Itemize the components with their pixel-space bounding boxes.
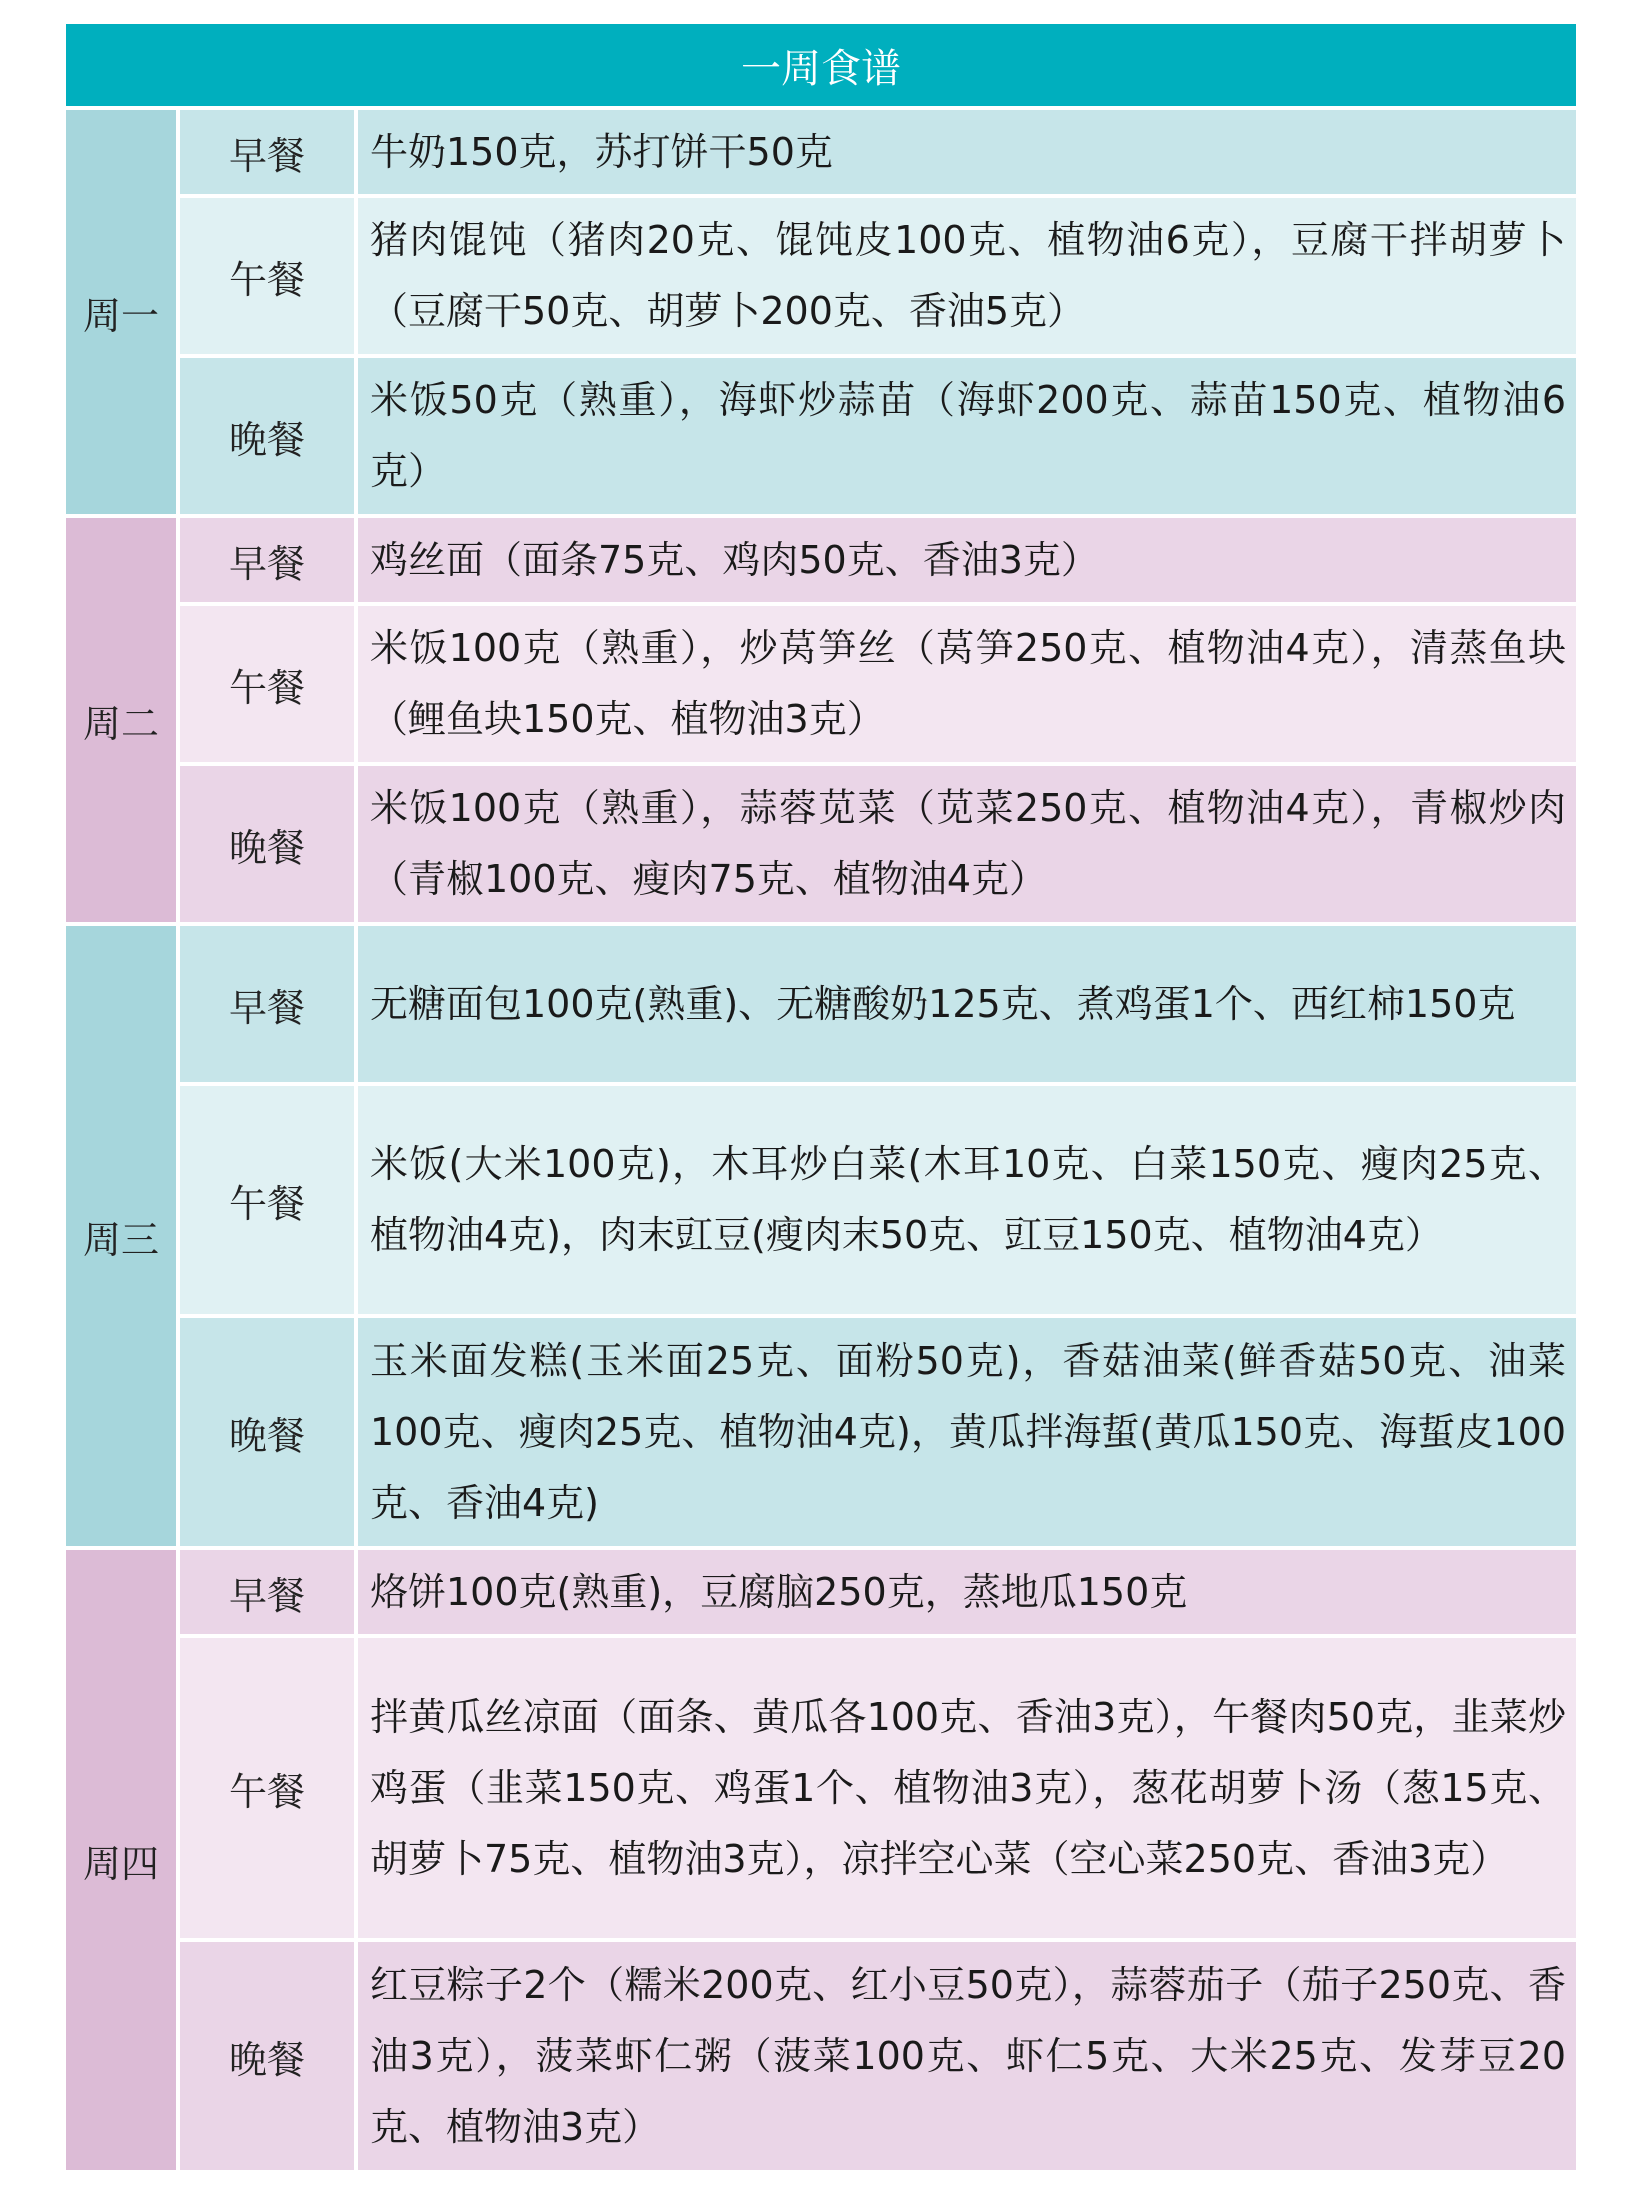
table-row	[64, 1316, 1578, 1548]
table-row	[64, 108, 1578, 196]
meal-content: 米饭50克（熟重），海虾炒蒜苗（海虾200克、蒜苗150克、植物油6克）	[356, 356, 1578, 516]
table-row	[64, 604, 1578, 764]
meal-label-breakfast: 早餐	[178, 1548, 356, 1636]
meal-content: 猪肉馄饨（猪肉20克、馄饨皮100克、植物油6克），豆腐干拌胡萝卜（豆腐干50克、胡萝卜200克、香油5克）	[356, 196, 1578, 356]
meal-label-dinner: 晚餐	[178, 1316, 356, 1548]
meal-label-dinner: 晚餐	[178, 764, 356, 924]
table-row	[64, 516, 1578, 604]
meal-label-breakfast: 早餐	[178, 924, 356, 1084]
meal-content: 牛奶150克，苏打饼干50克	[356, 108, 1578, 196]
meal-content: 无糖面包100克(熟重)、无糖酸奶125克、煮鸡蛋1个、西红柿150克	[356, 924, 1578, 1084]
table-row	[64, 764, 1578, 924]
table-row	[64, 1940, 1578, 2172]
meal-content: 米饭(大米100克)，木耳炒白菜(木耳10克、白菜150克、瘦肉25克、植物油4克)，肉末豇豆(瘦肉末50克、豇豆150克、植物油4克）	[356, 1084, 1578, 1316]
meal-label-breakfast: 早餐	[178, 108, 356, 196]
weekly-menu-table	[62, 20, 1580, 2174]
meal-label-dinner: 晚餐	[178, 1940, 356, 2172]
meal-label-lunch: 午餐	[178, 1636, 356, 1940]
day-label-wednesday: 周三	[64, 924, 178, 1548]
meal-content: 玉米面发糕(玉米面25克、面粉50克)，香菇油菜(鲜香菇50克、油菜100克、瘦肉25克、植物油4克)，黄瓜拌海蜇(黄瓜150克、海蜇皮100克、香油4克)	[356, 1316, 1578, 1548]
day-label-thursday: 周四	[64, 1548, 178, 2172]
table-row	[64, 1548, 1578, 1636]
table-row	[64, 1636, 1578, 1940]
table-row	[64, 196, 1578, 356]
day-label-monday: 周一	[64, 108, 178, 516]
meal-label-lunch: 午餐	[178, 1084, 356, 1316]
meal-label-lunch: 午餐	[178, 196, 356, 356]
meal-content: 拌黄瓜丝凉面（面条、黄瓜各100克、香油3克），午餐肉50克，韭菜炒鸡蛋（韭菜150克、鸡蛋1个、植物油3克），葱花胡萝卜汤（葱15克、胡萝卜75克、植物油3克），凉拌空心菜（空心菜250克、香油3克）	[356, 1636, 1578, 1940]
meal-content: 米饭100克（熟重），蒜蓉苋菜（苋菜250克、植物油4克），青椒炒肉（青椒100克、瘦肉75克、植物油4克）	[356, 764, 1578, 924]
table-row	[64, 356, 1578, 516]
table-row	[64, 1084, 1578, 1316]
table-header-row	[64, 22, 1578, 108]
meal-content: 米饭100克（熟重），炒莴笋丝（莴笋250克、植物油4克），清蒸鱼块（鲤鱼块150克、植物油3克）	[356, 604, 1578, 764]
table-row	[64, 924, 1578, 1084]
table-title: 一周食谱	[64, 22, 1578, 108]
meal-content: 鸡丝面（面条75克、鸡肉50克、香油3克）	[356, 516, 1578, 604]
meal-label-lunch: 午餐	[178, 604, 356, 764]
meal-label-breakfast: 早餐	[178, 516, 356, 604]
meal-label-dinner: 晚餐	[178, 356, 356, 516]
meal-content: 红豆粽子2个（糯米200克、红小豆50克），蒜蓉茄子（茄子250克、香油3克），菠菜虾仁粥（菠菜100克、虾仁5克、大米25克、发芽豆20克、植物油3克）	[356, 1940, 1578, 2172]
day-label-tuesday: 周二	[64, 516, 178, 924]
meal-content: 烙饼100克(熟重)，豆腐脑250克，蒸地瓜150克	[356, 1548, 1578, 1636]
